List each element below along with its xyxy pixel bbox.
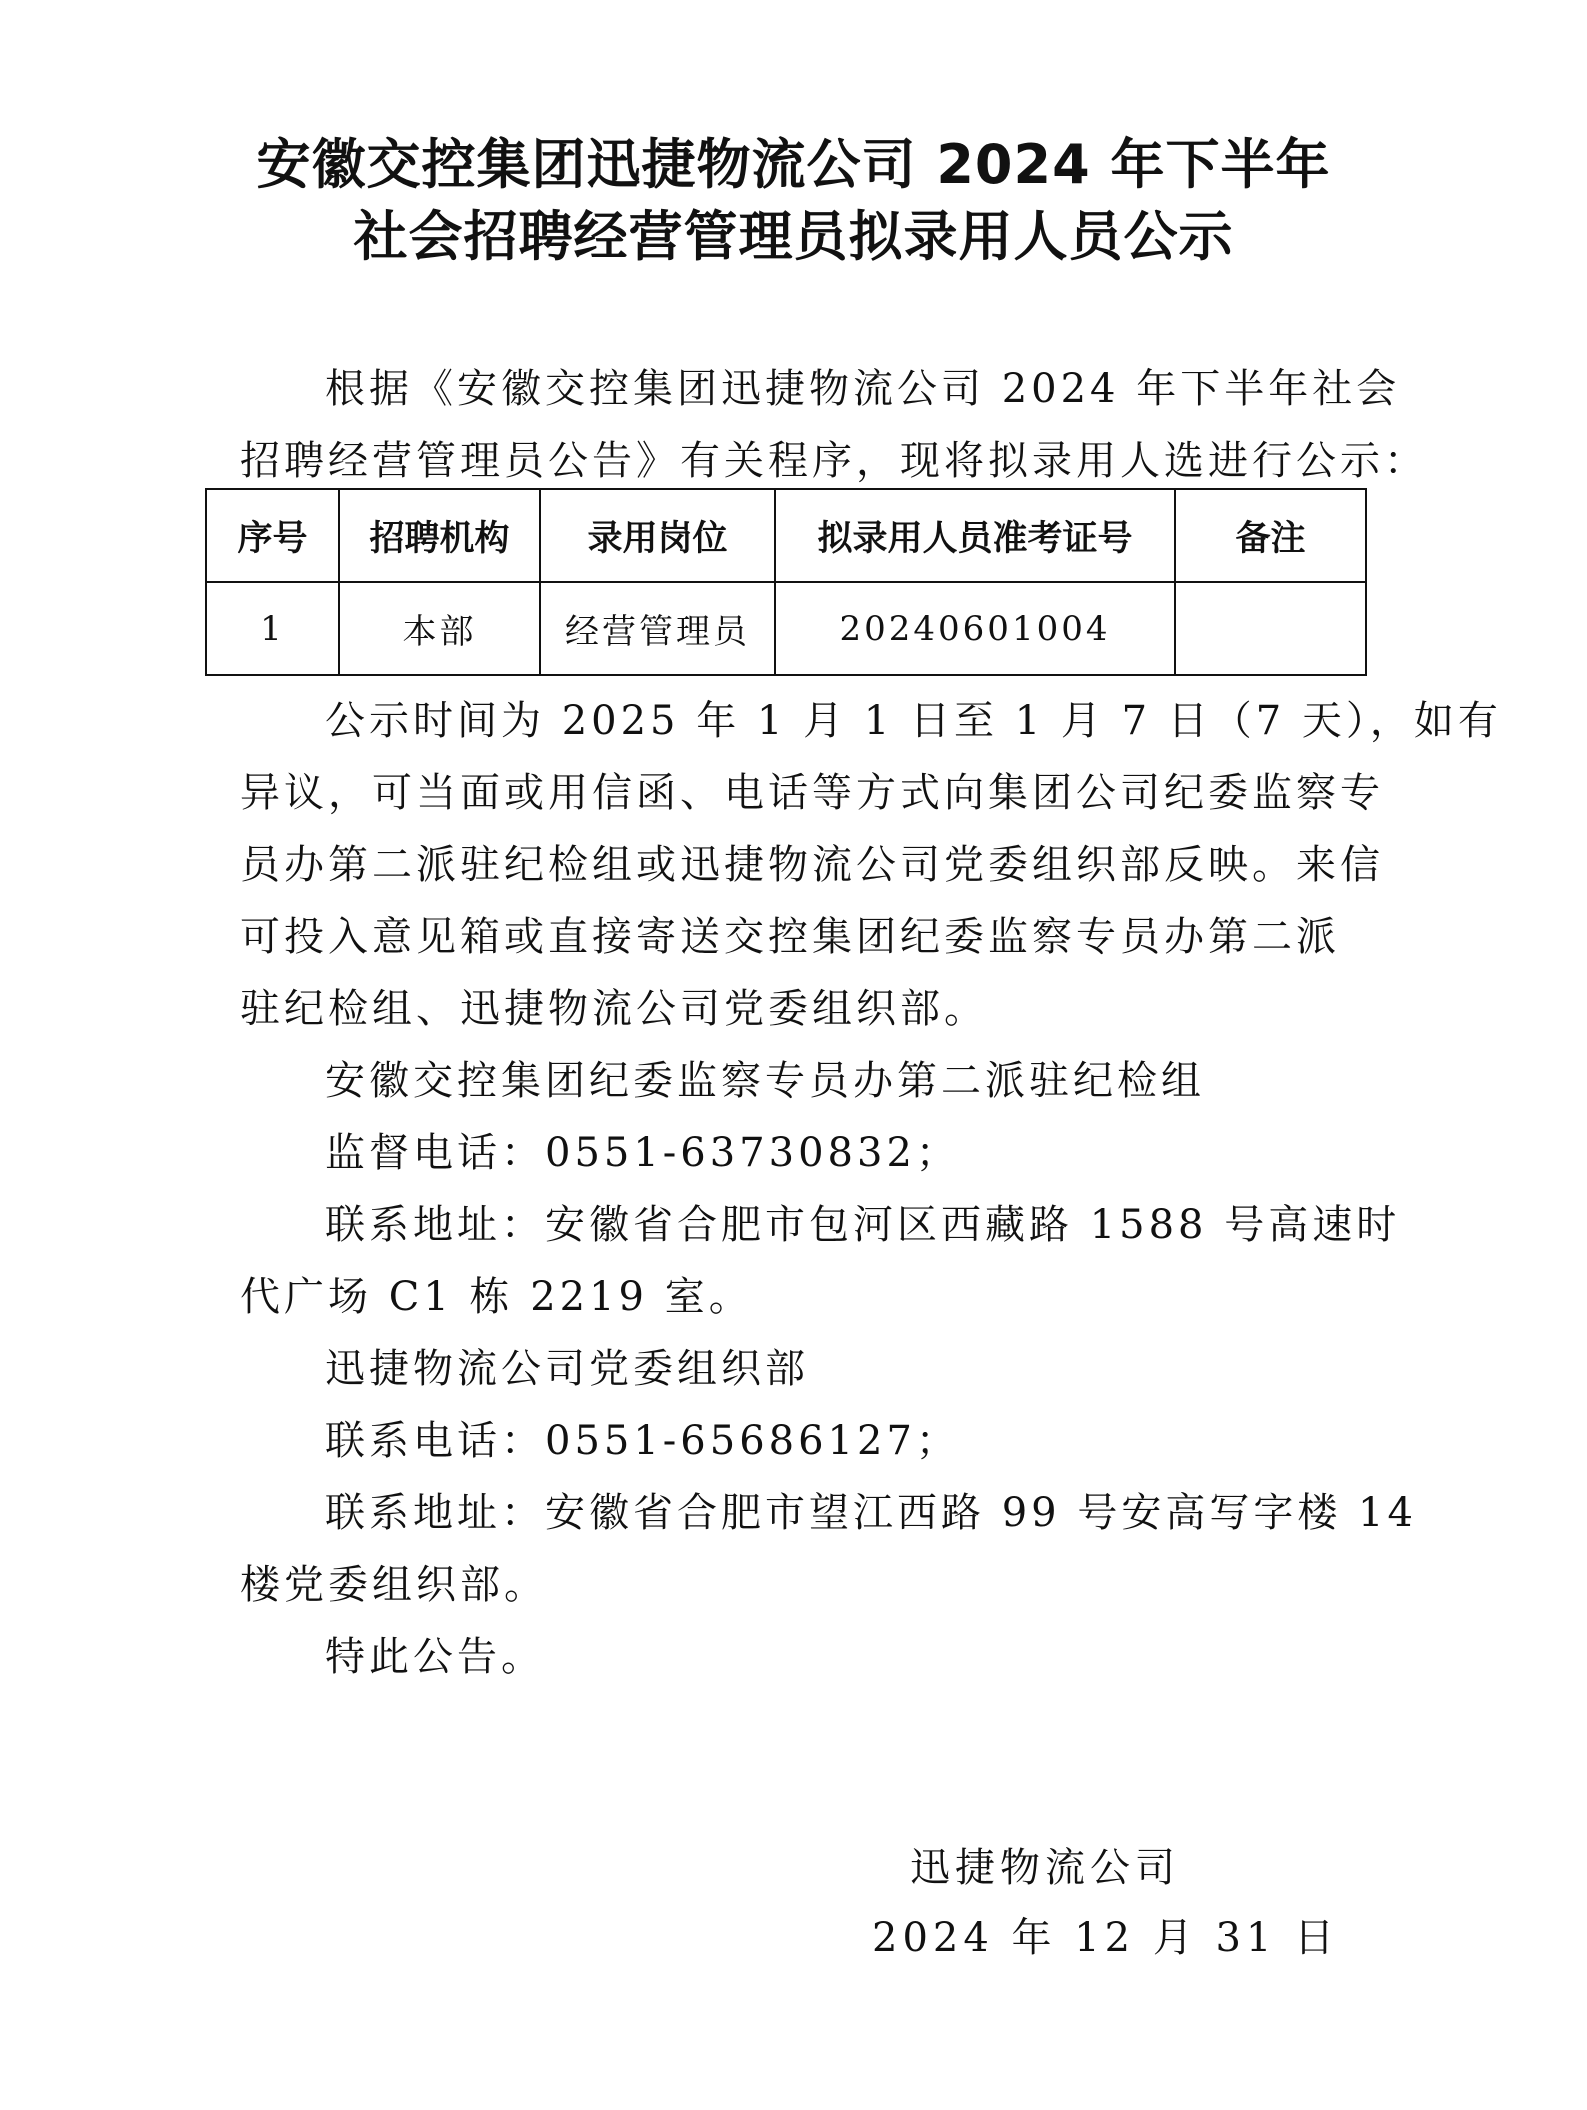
contact1-address-line-2: 代广场 C1 栋 2219 室。: [240, 1274, 753, 1320]
header-position: 录用岗位: [540, 489, 775, 582]
contact1-org: 安徽交控集团纪委监察专员办第二派驻纪检组: [325, 1058, 1205, 1104]
intro-line-1: 根据《安徽交控集团迅捷物流公司 2024 年下半年社会: [325, 366, 1401, 412]
intro-line-2: 招聘经营管理员公告》有关程序，现将拟录用人选进行公示：: [240, 438, 1428, 484]
table-row: [206, 582, 1366, 675]
contact2-address-line-2: 楼党委组织部。: [240, 1562, 548, 1608]
table-header-row: [206, 489, 1366, 582]
body-line-3: 员办第二派驻纪检组或迅捷物流公司党委组织部反映。来信: [240, 842, 1384, 888]
header-remark: 备注: [1175, 489, 1366, 582]
contact2-phone: 联系电话：0551-65686127；: [325, 1418, 960, 1464]
contact1-address-line-1: 联系地址：安徽省合肥市包河区西藏路 1588 号高速时: [325, 1202, 1401, 1248]
cell-remark: [1175, 582, 1366, 675]
closing-text: 特此公告。: [325, 1634, 545, 1680]
header-index: 序号: [206, 489, 339, 582]
candidate-table: [205, 488, 1367, 676]
header-organization: 招聘机构: [339, 489, 540, 582]
cell-ticket-number: 20240601004: [775, 582, 1175, 675]
cell-position: 经营管理员: [540, 582, 775, 675]
signature-org: 迅捷物流公司: [910, 1845, 1180, 1891]
cell-organization: 本部: [339, 582, 540, 675]
title-line-1: 安徽交控集团迅捷物流公司 2024 年下半年: [256, 133, 1331, 196]
cell-index: 1: [206, 582, 339, 675]
body-line-5: 驻纪检组、迅捷物流公司党委组织部。: [240, 986, 988, 1032]
signature-date: 2024 年 12 月 31 日: [872, 1915, 1340, 1961]
contact2-org: 迅捷物流公司党委组织部: [325, 1346, 809, 1392]
body-line-4: 可投入意见箱或直接寄送交控集团纪委监察专员办第二派: [240, 914, 1340, 960]
contact1-phone: 监督电话：0551-63730832；: [325, 1130, 960, 1176]
header-ticket-number: 拟录用人员准考证号: [775, 489, 1175, 582]
contact2-address-line-1: 联系地址：安徽省合肥市望江西路 99 号安高写字楼 14: [325, 1490, 1417, 1536]
body-line-1: 公示时间为 2025 年 1 月 1 日至 1 月 7 日（7 天），如有: [325, 698, 1502, 744]
body-line-2: 异议，可当面或用信函、电话等方式向集团公司纪委监察专: [240, 770, 1384, 816]
title-line-2: 社会招聘经营管理员拟录用人员公示: [353, 205, 1234, 268]
